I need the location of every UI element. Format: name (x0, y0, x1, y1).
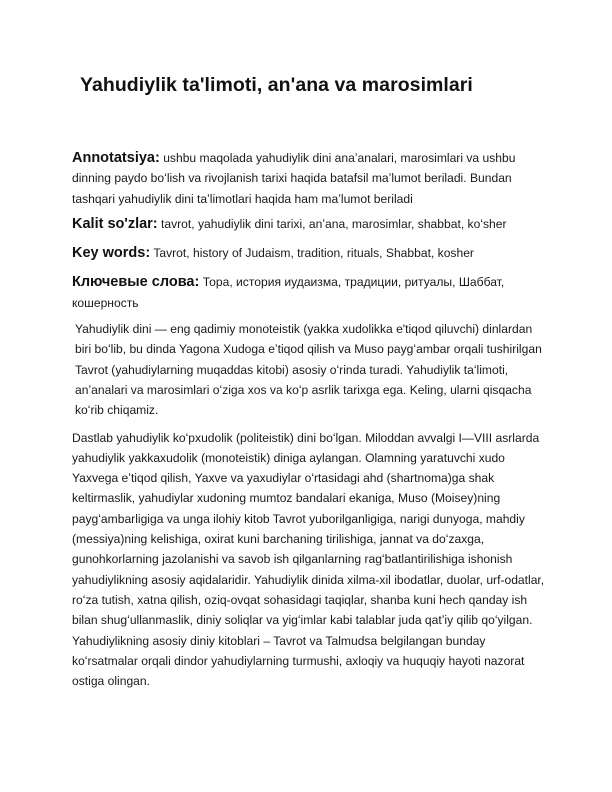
keywords-uz-paragraph (72, 214, 546, 234)
annotation-text: ushbu maqolada yahudiylik dini anaʼanalari, marosimlari va ushbu dinning paydo boʻlish va rivojlanish tarixi haqida batafsil maʼlumot beriladi. Bundan tashqari yahudiylik dini taʼlimotlari haqida ham maʼlumot beriladi (72, 151, 516, 206)
keywords-en-text: Tavrot, history of Judaism, tradition, rituals, Shabbat, kosher (153, 246, 474, 261)
document-body (72, 148, 546, 698)
body-paragraph-2: Dastlab yahudiylik koʻpxudolik (politeistik) dini boʻlgan. Miloddan avvalgi I—VIII asrlarda yahudiylik yakkaxudolik (monoteistik) diniga aylangan. Olamning yaratuvchi xudo Yaxvega eʼtiqod qilish, Yaxve va yaxudiylar oʻrtasidagi ahd (shartnoma)ga shak keltirmaslik, yahudiylar xudoning mumtoz bandalari ekaniga, Muso (Moisey)ning paygʻambarligiga va unga ilohiy kitob Tavrot yuborilganligiga, narigi dunyoga, mahdiy (messiya)ning kelishiga, oxirat kuni barchaning tirilishiga, jannat va doʻzaxga, gunohkorlarning jazolanishi va savob ish qilganlarning ragʻbatlantirilishiga ishonish yahudiylikning asosiy aqidalaridir. Yahudiylik dinida xilma-xil ibodatlar, duolar, urf-odatlar, roʻza tutish, xatna qilish, oziq-ovqat sohasidagi taqiqlar, shanba kuni hech qanday ish bilan shugʻullanmaslik, diniy soliqlar va yigʻimlar kabi talablar juda qatʼiy qilib qoʻyilgan. Yahudiylikning asosiy diniy kitoblari – Tavrot va Talmudsa belgilangan bunday koʻrsatmalar orqali dindor yahudiylarning turmushi, axloqiy va huquqiy hayoti nazorat ostiga olingan. (72, 430, 545, 689)
keywords-en-label: Key words: (72, 245, 151, 262)
keywords-en-paragraph (72, 243, 546, 263)
keywords-ru-label: Ключевые слова: (72, 274, 200, 291)
keywords-uz-text: tavrot, yahudiylik dini tarixi, anʼana, marosimlar, shabbat, koʻsher (161, 216, 507, 231)
document-title: Yahudiylik ta'limoti, an'ana va marosimlari (80, 74, 473, 96)
annotation-label: Annotatsiya: (72, 150, 160, 166)
keywords-uz-label: Kalit so'zlar: (72, 215, 158, 232)
keywords-ru-paragraph (72, 272, 546, 313)
annotation-paragraph (72, 148, 546, 209)
body-paragraph-1: Yahudiylik dini — eng qadimiy monoteistik (yakka xudolikka e'tiqod qiluvchi) dinlardan biri boʻlib, bu dinda Yagona Xudoga eʼtiqod qilish va Muso paygʻambar orqali tushirilgan Tavrot (yahudiylarning muqaddas kitobi) asosiy oʻrinda turadi. Yahudiylik taʻlimoti, anʼanalari va marosimlari oʻziga xos va koʻp asrlik tarixga ega. Keling, ularni qisqacha koʻrib chiqamiz. (75, 322, 542, 418)
keywords-ru-text: Тора, история иудаизма, традиции, ритуалы, Шаббат, кошерность (72, 275, 505, 310)
